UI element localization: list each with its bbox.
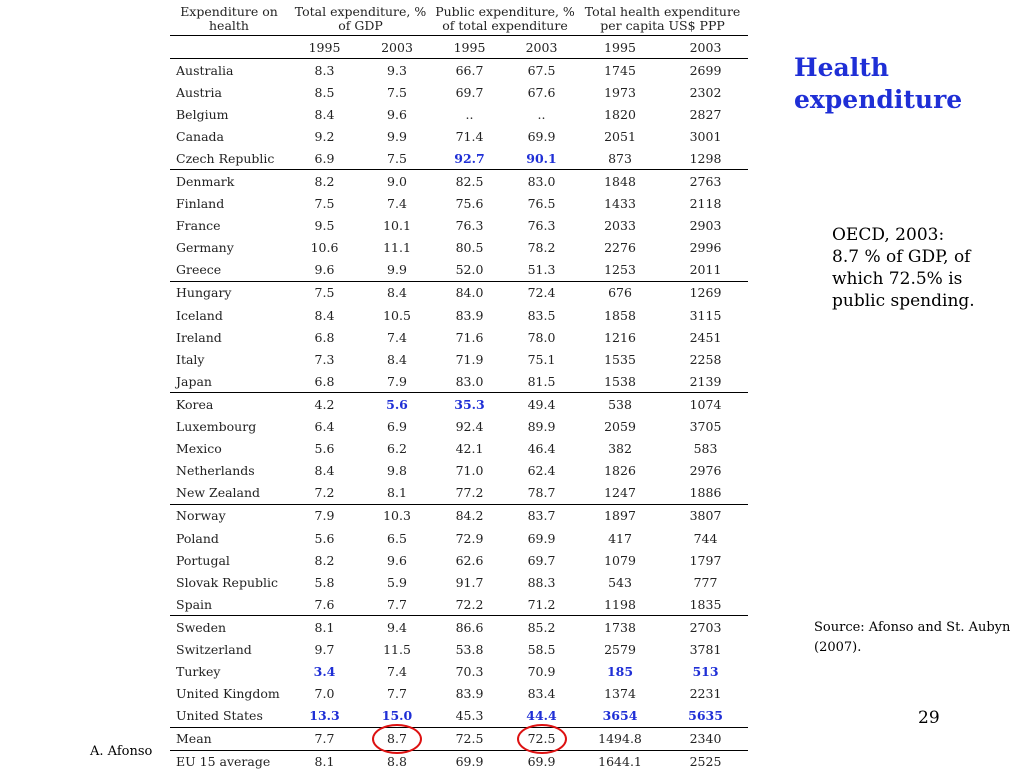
table-row <box>170 549 748 571</box>
summary-value-cell <box>433 750 506 773</box>
value-cell: 53.8 <box>433 638 506 660</box>
table-row <box>170 460 748 482</box>
value-cell: 6.8 <box>288 326 361 348</box>
summary-value: 7.7 <box>315 731 335 746</box>
value-cell: 35.3 <box>433 393 506 416</box>
value-cell: 76.3 <box>433 215 506 237</box>
country-name: Austria <box>170 81 288 103</box>
country-name: Denmark <box>170 170 288 193</box>
summary-row <box>170 750 748 773</box>
value-cell: 6.9 <box>361 416 433 438</box>
value-cell: 2059 <box>577 416 663 438</box>
health-expenditure-table <box>170 2 748 773</box>
group-header-public-share: Public expenditure, % of total expenditure <box>433 2 577 36</box>
value-cell: 44.4 <box>506 705 577 728</box>
value-cell: 1247 <box>577 482 663 505</box>
value-cell: 83.7 <box>506 504 577 527</box>
value-cell: 7.4 <box>361 661 433 683</box>
value-cell: 71.6 <box>433 326 506 348</box>
table-row <box>170 348 748 370</box>
value-cell: 538 <box>577 393 663 416</box>
country-name: Ireland <box>170 326 288 348</box>
health-expenditure-table-container <box>170 2 748 773</box>
table-row <box>170 616 748 639</box>
value-cell: 1079 <box>577 549 663 571</box>
value-cell: 2302 <box>663 81 748 103</box>
value-cell: 9.0 <box>361 170 433 193</box>
value-cell: 2903 <box>663 215 748 237</box>
value-cell: 1535 <box>577 348 663 370</box>
value-cell: 78.2 <box>506 237 577 259</box>
value-cell: 8.2 <box>288 170 361 193</box>
year-header: 2003 <box>663 36 748 59</box>
value-cell: 1745 <box>577 59 663 82</box>
table-row <box>170 683 748 705</box>
value-cell: 5.8 <box>288 571 361 593</box>
table-row <box>170 215 748 237</box>
summary-value-cell <box>577 750 663 773</box>
country-name: Slovak Republic <box>170 571 288 593</box>
value-cell: 1973 <box>577 81 663 103</box>
table-row <box>170 638 748 660</box>
summary-value: 1644.1 <box>598 754 642 769</box>
table-row <box>170 81 748 103</box>
table-row <box>170 103 748 125</box>
summary-value-cell <box>506 727 577 750</box>
value-cell: 7.3 <box>288 348 361 370</box>
value-cell: 10.3 <box>361 504 433 527</box>
source-citation: Source: Afonso and St. Aubyn (2007). <box>814 618 1014 658</box>
note-line: 8.7 % of GDP, of <box>832 246 1018 268</box>
value-cell: 7.7 <box>361 593 433 616</box>
value-cell: 67.5 <box>506 59 577 82</box>
group-header-total-gdp: Total expenditure, % of GDP <box>288 2 433 36</box>
value-cell: 7.4 <box>361 193 433 215</box>
country-name: Czech Republic <box>170 147 288 170</box>
value-cell: 2118 <box>663 193 748 215</box>
table-row <box>170 370 748 393</box>
value-cell: 2451 <box>663 326 748 348</box>
table-row <box>170 237 748 259</box>
country-name: Belgium <box>170 103 288 125</box>
value-cell: 9.6 <box>288 259 361 282</box>
value-cell: 9.7 <box>288 638 361 660</box>
value-cell: 69.7 <box>506 549 577 571</box>
value-cell: 1820 <box>577 103 663 125</box>
value-cell: 3705 <box>663 416 748 438</box>
value-cell: 5.6 <box>288 438 361 460</box>
country-name: Greece <box>170 259 288 282</box>
value-cell: 2051 <box>577 125 663 147</box>
table-row <box>170 393 748 416</box>
year-header: 1995 <box>288 36 361 59</box>
year-header: 2003 <box>506 36 577 59</box>
value-cell: 9.6 <box>361 103 433 125</box>
value-cell: 1897 <box>577 504 663 527</box>
table-row <box>170 281 748 304</box>
value-cell: 2276 <box>577 237 663 259</box>
value-cell: 7.5 <box>288 193 361 215</box>
value-cell: 72.2 <box>433 593 506 616</box>
table-body <box>170 59 748 773</box>
value-cell: 8.5 <box>288 81 361 103</box>
value-cell: 2996 <box>663 237 748 259</box>
summary-value: 8.1 <box>315 754 335 769</box>
value-cell: 67.6 <box>506 81 577 103</box>
country-name: Sweden <box>170 616 288 639</box>
value-cell: 72.9 <box>433 527 506 549</box>
table-row <box>170 147 748 170</box>
value-cell: 8.3 <box>288 59 361 82</box>
value-cell: 7.5 <box>361 81 433 103</box>
value-cell: 2033 <box>577 215 663 237</box>
summary-value: 1494.8 <box>598 731 642 746</box>
summary-value: 2340 <box>690 731 722 746</box>
value-cell: 75.6 <box>433 193 506 215</box>
country-name: United Kingdom <box>170 683 288 705</box>
summary-value-cell <box>433 727 506 750</box>
value-cell: 4.2 <box>288 393 361 416</box>
table-row <box>170 125 748 147</box>
value-cell: 11.5 <box>361 638 433 660</box>
value-cell: 76.3 <box>506 215 577 237</box>
value-cell: 92.4 <box>433 416 506 438</box>
value-cell: 2231 <box>663 683 748 705</box>
country-name: Mexico <box>170 438 288 460</box>
value-cell: 84.0 <box>433 281 506 304</box>
table-row <box>170 259 748 282</box>
value-cell: 15.0 <box>361 705 433 728</box>
note-line: which 72.5% is <box>832 268 1018 290</box>
note-line: public spending. <box>832 290 1018 312</box>
value-cell: 86.6 <box>433 616 506 639</box>
value-cell: 8.4 <box>361 348 433 370</box>
summary-value: 8.7 <box>387 731 407 746</box>
table-row <box>170 193 748 215</box>
summary-value: 8.8 <box>387 754 407 769</box>
country-column-header: Expenditure on health <box>170 2 288 36</box>
value-cell: 3.4 <box>288 661 361 683</box>
value-cell: 58.5 <box>506 638 577 660</box>
value-cell: 46.4 <box>506 438 577 460</box>
summary-value: 2525 <box>690 754 722 769</box>
value-cell: 9.8 <box>361 460 433 482</box>
value-cell: 8.2 <box>288 549 361 571</box>
value-cell: 10.5 <box>361 304 433 326</box>
value-cell: 7.6 <box>288 593 361 616</box>
value-cell: 7.9 <box>361 370 433 393</box>
summary-value: 69.9 <box>456 754 484 769</box>
value-cell: 51.3 <box>506 259 577 282</box>
summary-value-cell <box>288 750 361 773</box>
country-name: Hungary <box>170 281 288 304</box>
value-cell: 71.9 <box>433 348 506 370</box>
value-cell: 1886 <box>663 482 748 505</box>
country-header-spacer <box>170 36 288 59</box>
value-cell: 90.1 <box>506 147 577 170</box>
country-name: United States <box>170 705 288 728</box>
value-cell: 13.3 <box>288 705 361 728</box>
value-cell: 1858 <box>577 304 663 326</box>
value-cell: 70.9 <box>506 661 577 683</box>
country-name: Finland <box>170 193 288 215</box>
value-cell: 7.2 <box>288 482 361 505</box>
summary-value-cell <box>361 750 433 773</box>
value-cell: 62.6 <box>433 549 506 571</box>
value-cell: 6.8 <box>288 370 361 393</box>
value-cell: 71.0 <box>433 460 506 482</box>
value-cell: 1433 <box>577 193 663 215</box>
value-cell: 9.4 <box>361 616 433 639</box>
value-cell: 3781 <box>663 638 748 660</box>
value-cell: 1074 <box>663 393 748 416</box>
value-cell: 7.5 <box>288 281 361 304</box>
value-cell: 2827 <box>663 103 748 125</box>
country-name: Spain <box>170 593 288 616</box>
value-cell: 417 <box>577 527 663 549</box>
value-cell: 2579 <box>577 638 663 660</box>
value-cell: 1269 <box>663 281 748 304</box>
value-cell: 7.0 <box>288 683 361 705</box>
summary-value-cell <box>577 727 663 750</box>
value-cell: 5.6 <box>361 393 433 416</box>
value-cell: 52.0 <box>433 259 506 282</box>
summary-value-cell <box>506 750 577 773</box>
value-cell: 83.0 <box>433 370 506 393</box>
value-cell: 5.6 <box>288 527 361 549</box>
value-cell: 1538 <box>577 370 663 393</box>
value-cell: 3115 <box>663 304 748 326</box>
value-cell: 2139 <box>663 370 748 393</box>
value-cell: 89.9 <box>506 416 577 438</box>
value-cell: 91.7 <box>433 571 506 593</box>
value-cell: 9.5 <box>288 215 361 237</box>
value-cell: 513 <box>663 661 748 683</box>
page-number: 29 <box>918 708 940 728</box>
author-footer: A. Afonso <box>90 744 152 759</box>
table-row <box>170 593 748 616</box>
value-cell: 7.7 <box>361 683 433 705</box>
summary-value-cell <box>361 727 433 750</box>
value-cell: 83.0 <box>506 170 577 193</box>
value-cell: 6.2 <box>361 438 433 460</box>
table-row <box>170 705 748 728</box>
value-cell: 6.5 <box>361 527 433 549</box>
value-cell: 2258 <box>663 348 748 370</box>
table-row <box>170 504 748 527</box>
value-cell: 11.1 <box>361 237 433 259</box>
value-cell: 676 <box>577 281 663 304</box>
value-cell: 5635 <box>663 705 748 728</box>
country-name: Canada <box>170 125 288 147</box>
country-name: New Zealand <box>170 482 288 505</box>
country-name: Italy <box>170 348 288 370</box>
value-cell: 3807 <box>663 504 748 527</box>
year-header: 1995 <box>577 36 663 59</box>
table-row <box>170 571 748 593</box>
value-cell: 185 <box>577 661 663 683</box>
value-cell: 83.9 <box>433 683 506 705</box>
value-cell: 8.4 <box>361 281 433 304</box>
value-cell: 9.9 <box>361 125 433 147</box>
value-cell: 71.2 <box>506 593 577 616</box>
value-cell: 70.3 <box>433 661 506 683</box>
value-cell: 1298 <box>663 147 748 170</box>
value-cell: 83.5 <box>506 304 577 326</box>
table-row <box>170 326 748 348</box>
country-name: Luxembourg <box>170 416 288 438</box>
value-cell: 76.5 <box>506 193 577 215</box>
value-cell: 583 <box>663 438 748 460</box>
group-header-per-capita: Total health expenditure per capita US$ PPP <box>577 2 748 36</box>
value-cell: 6.4 <box>288 416 361 438</box>
country-name: Germany <box>170 237 288 259</box>
summary-label: Mean <box>170 727 288 750</box>
value-cell: 777 <box>663 571 748 593</box>
value-cell: 84.2 <box>433 504 506 527</box>
value-cell: 78.0 <box>506 326 577 348</box>
table-row <box>170 438 748 460</box>
country-name: Netherlands <box>170 460 288 482</box>
country-name: Iceland <box>170 304 288 326</box>
summary-value-cell <box>663 750 748 773</box>
value-cell: 9.9 <box>361 259 433 282</box>
value-cell: 69.9 <box>506 125 577 147</box>
value-cell: 1826 <box>577 460 663 482</box>
value-cell: 69.9 <box>506 527 577 549</box>
country-name: Japan <box>170 370 288 393</box>
value-cell: 81.5 <box>506 370 577 393</box>
value-cell: 3654 <box>577 705 663 728</box>
value-cell: 9.3 <box>361 59 433 82</box>
value-cell: 8.4 <box>288 304 361 326</box>
note-line: OECD, 2003: <box>832 224 1018 246</box>
slide-title-text: Health expenditure <box>794 52 964 116</box>
value-cell: 543 <box>577 571 663 593</box>
value-cell: 77.2 <box>433 482 506 505</box>
value-cell: 1835 <box>663 593 748 616</box>
value-cell: 873 <box>577 147 663 170</box>
value-cell: 3001 <box>663 125 748 147</box>
slide-title <box>794 52 964 116</box>
country-name: Portugal <box>170 549 288 571</box>
oecd-summary-note <box>832 224 1018 312</box>
value-cell: 744 <box>663 527 748 549</box>
table-row <box>170 416 748 438</box>
value-cell: 10.1 <box>361 215 433 237</box>
value-cell: 83.4 <box>506 683 577 705</box>
value-cell: 72.4 <box>506 281 577 304</box>
country-name: Korea <box>170 393 288 416</box>
summary-label: EU 15 average <box>170 750 288 773</box>
value-cell: 2703 <box>663 616 748 639</box>
summary-value: 72.5 <box>456 731 484 746</box>
value-cell: 49.4 <box>506 393 577 416</box>
table-row <box>170 304 748 326</box>
country-name: France <box>170 215 288 237</box>
value-cell: 2699 <box>663 59 748 82</box>
value-cell: 7.5 <box>361 147 433 170</box>
summary-value: 72.5 <box>528 731 556 746</box>
value-cell: 9.6 <box>361 549 433 571</box>
table-row <box>170 59 748 82</box>
value-cell: 66.7 <box>433 59 506 82</box>
value-cell: 75.1 <box>506 348 577 370</box>
value-cell: 1198 <box>577 593 663 616</box>
value-cell: 8.1 <box>288 616 361 639</box>
value-cell: 1216 <box>577 326 663 348</box>
value-cell: 8.1 <box>361 482 433 505</box>
value-cell: 85.2 <box>506 616 577 639</box>
value-cell: 78.7 <box>506 482 577 505</box>
value-cell: 7.4 <box>361 326 433 348</box>
year-header: 1995 <box>433 36 506 59</box>
summary-row <box>170 727 748 750</box>
value-cell: 83.9 <box>433 304 506 326</box>
value-cell: 1797 <box>663 549 748 571</box>
value-cell: 382 <box>577 438 663 460</box>
value-cell: 6.9 <box>288 147 361 170</box>
value-cell: 2011 <box>663 259 748 282</box>
value-cell: 1848 <box>577 170 663 193</box>
year-header: 2003 <box>361 36 433 59</box>
value-cell: .. <box>506 103 577 125</box>
table-row <box>170 661 748 683</box>
value-cell: 42.1 <box>433 438 506 460</box>
value-cell: 2763 <box>663 170 748 193</box>
value-cell: 8.4 <box>288 103 361 125</box>
value-cell: 45.3 <box>433 705 506 728</box>
country-name: Australia <box>170 59 288 82</box>
value-cell: 9.2 <box>288 125 361 147</box>
value-cell: 2976 <box>663 460 748 482</box>
summary-value: 69.9 <box>528 754 556 769</box>
country-name: Poland <box>170 527 288 549</box>
summary-value-cell <box>663 727 748 750</box>
value-cell: .. <box>433 103 506 125</box>
value-cell: 69.7 <box>433 81 506 103</box>
value-cell: 80.5 <box>433 237 506 259</box>
value-cell: 82.5 <box>433 170 506 193</box>
summary-value-cell <box>288 727 361 750</box>
table-row <box>170 170 748 193</box>
value-cell: 92.7 <box>433 147 506 170</box>
country-name: Switzerland <box>170 638 288 660</box>
value-cell: 10.6 <box>288 237 361 259</box>
country-name: Turkey <box>170 661 288 683</box>
value-cell: 5.9 <box>361 571 433 593</box>
value-cell: 62.4 <box>506 460 577 482</box>
value-cell: 88.3 <box>506 571 577 593</box>
value-cell: 7.9 <box>288 504 361 527</box>
value-cell: 1738 <box>577 616 663 639</box>
table-row <box>170 527 748 549</box>
value-cell: 71.4 <box>433 125 506 147</box>
table-row <box>170 482 748 505</box>
country-name: Norway <box>170 504 288 527</box>
value-cell: 1374 <box>577 683 663 705</box>
value-cell: 1253 <box>577 259 663 282</box>
value-cell: 8.4 <box>288 460 361 482</box>
